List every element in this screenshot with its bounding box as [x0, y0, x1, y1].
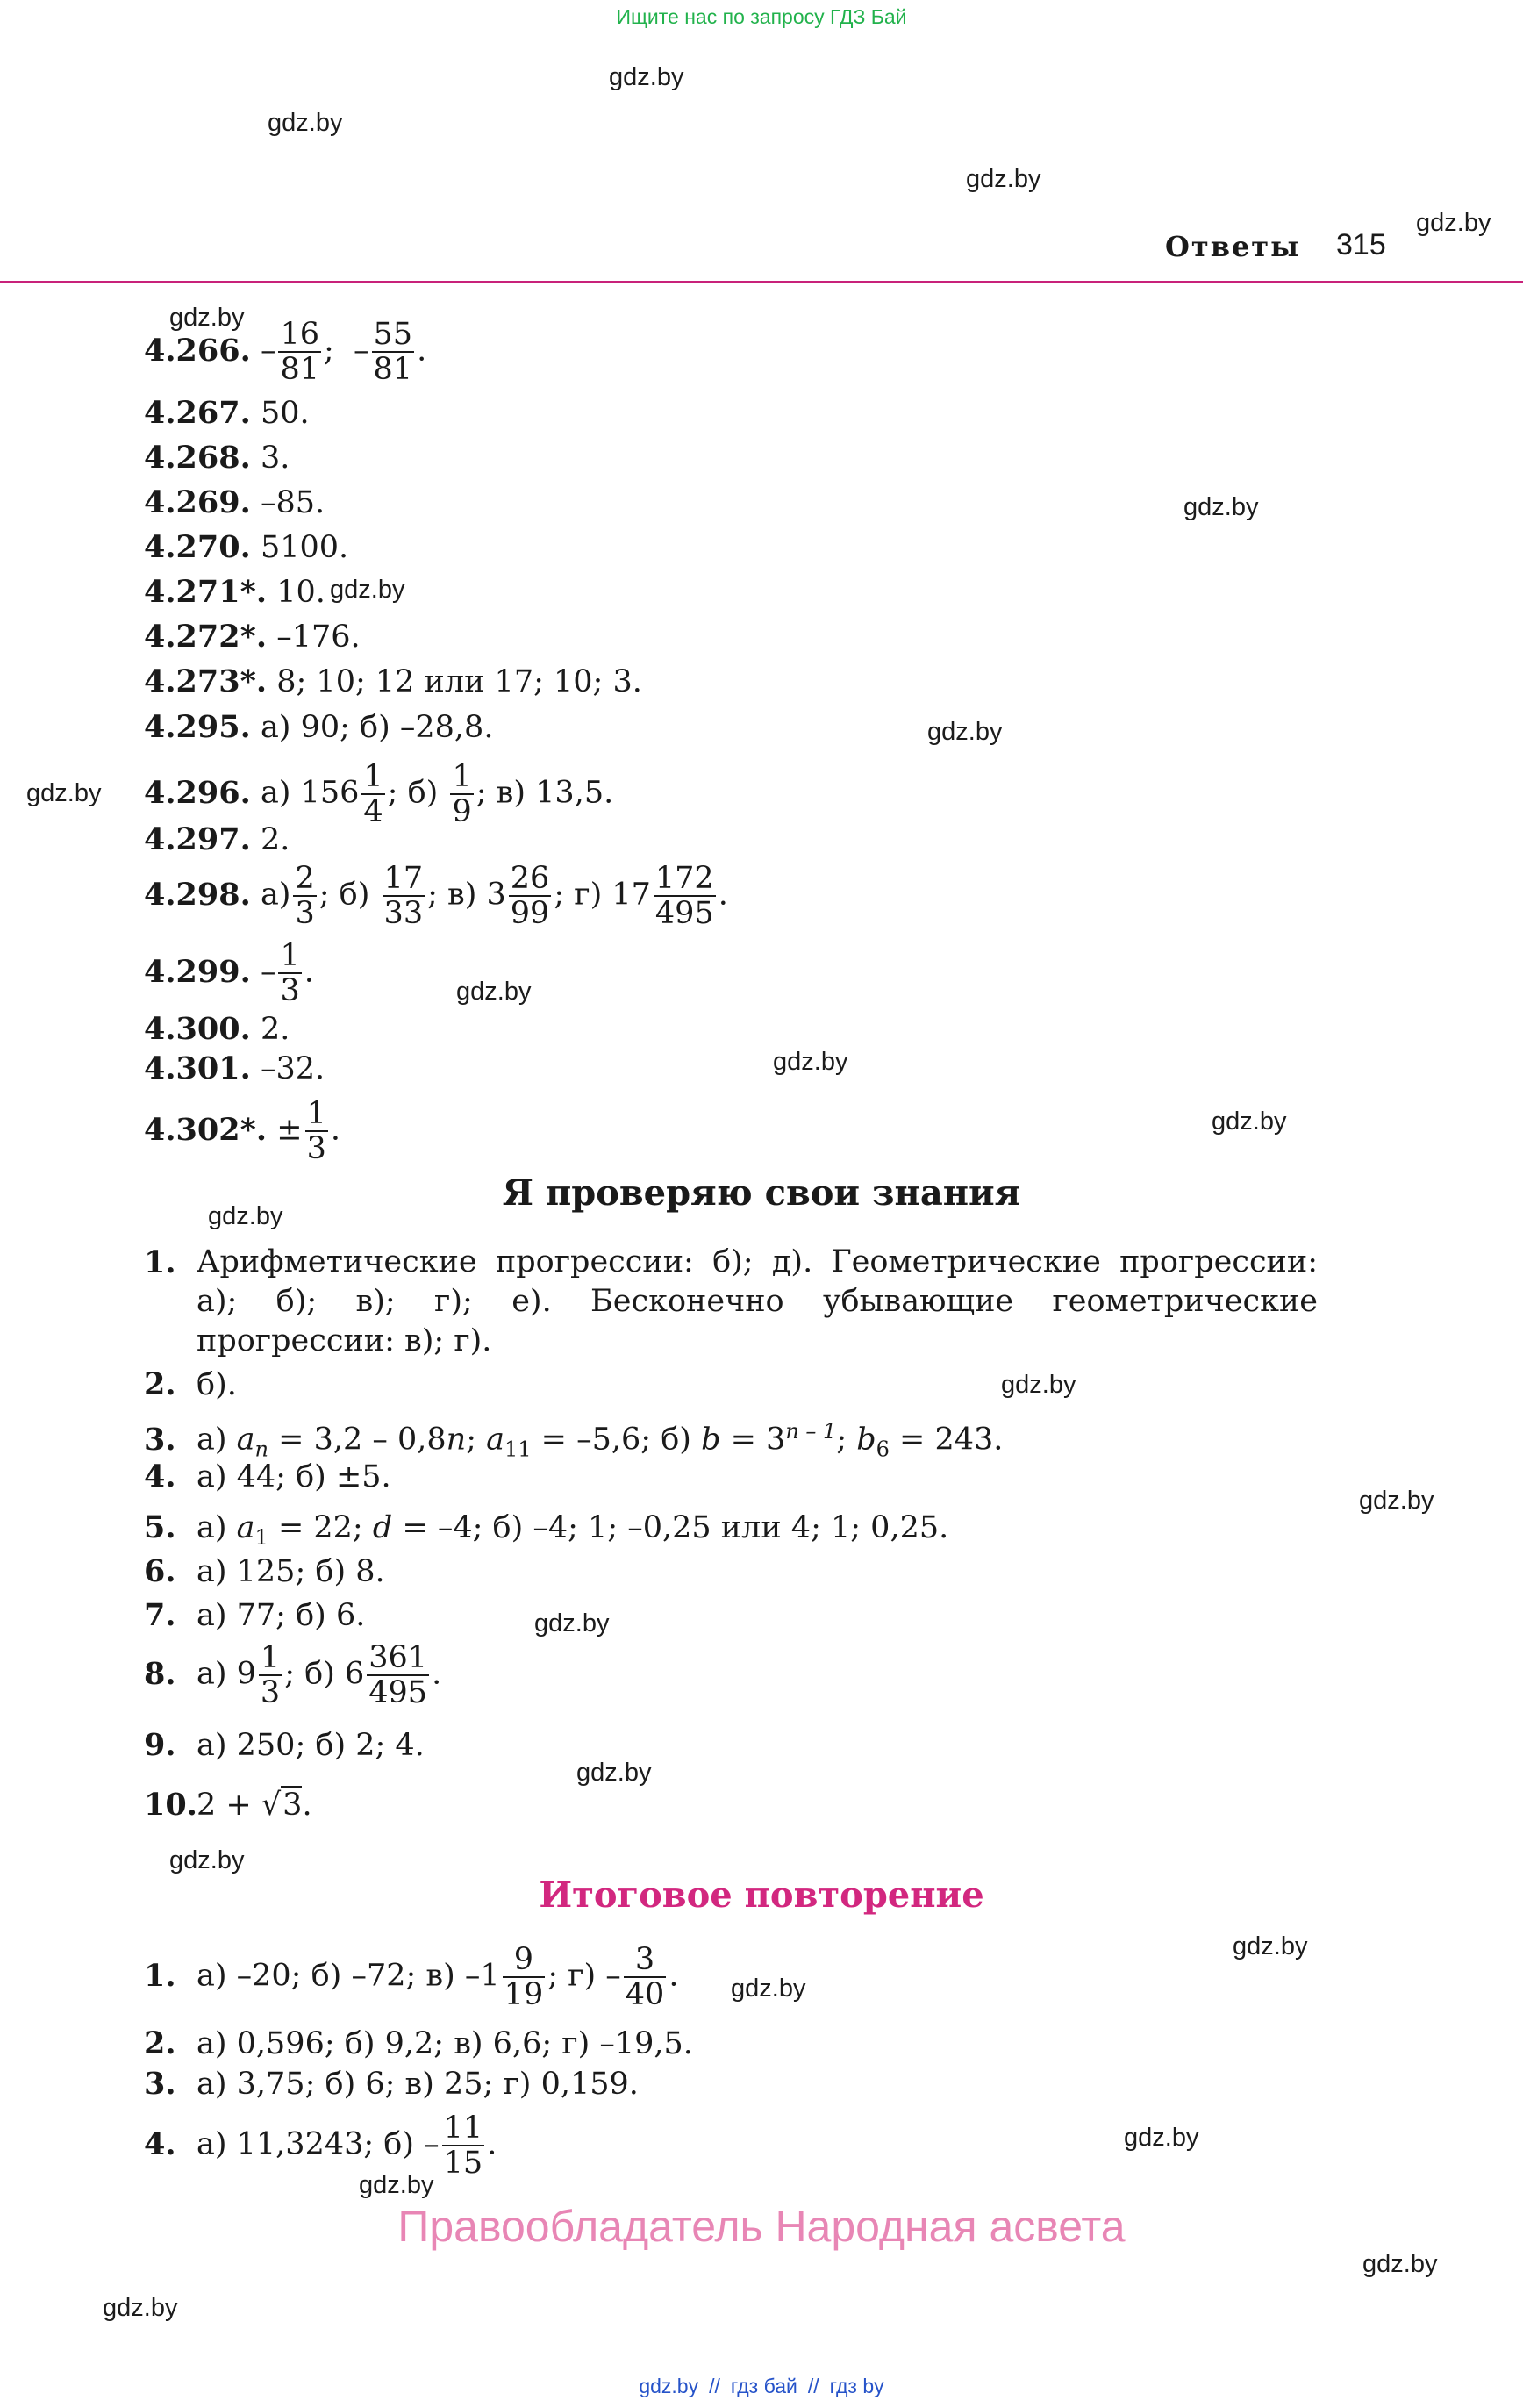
- answer-4-271: 4.271*. 10.: [144, 574, 325, 610]
- review-answer-2: 2. а) 0,596; б) 9,2; в) 6,6; г) –19,5.: [144, 2025, 693, 2061]
- bottom-link-gdz-by-cyr[interactable]: гдз by: [829, 2375, 884, 2397]
- watermark: gdz.by: [773, 1048, 848, 1076]
- watermark: gdz.by: [1362, 2250, 1438, 2278]
- watermark: gdz.by: [268, 109, 343, 137]
- watermark: gdz.by: [169, 1846, 245, 1874]
- answer-4-273: 4.273*. 8; 10; 12 или 17; 10; 3.: [144, 663, 642, 699]
- watermark: gdz.by: [927, 718, 1003, 746]
- watermark: gdz.by: [1183, 493, 1259, 521]
- answer-4-267: 4.267. 50.: [144, 395, 310, 431]
- watermark: gdz.by: [169, 304, 245, 332]
- knowledge-answer-8: 8. а) 9 $\frac{1}{3}$ ; б) 6 $\frac{361}{495}$ .: [144, 1640, 442, 1710]
- bottom-link-gdz-bai[interactable]: гдз бай: [730, 2375, 797, 2397]
- knowledge-answer-3: 3. а) $a_n = 3,2 - 0,8n$; $a_{11} = -5,6$; б) $b = 3^{n - 1}$; $b_6 = 243$.: [144, 1419, 1004, 1462]
- knowledge-answer-9: 9. а) 250; б) 2; 4.: [144, 1727, 425, 1763]
- answer-4-272: 4.272*. –176.: [144, 619, 361, 655]
- answer-4-296: 4.296. а) 156 $\frac{1}{4}$ ; б) $\frac{1}{9}$ ; в) 13,5.: [144, 759, 614, 829]
- watermark: gdz.by: [731, 1974, 806, 2003]
- bottom-links: [0, 2375, 1523, 2398]
- watermark: gdz.by: [1233, 1932, 1308, 1960]
- answer-4-295: 4.295. а) 90; б) –28,8.: [144, 709, 494, 745]
- watermark: gdz.by: [26, 779, 102, 807]
- watermark: gdz.by: [966, 165, 1041, 193]
- knowledge-answer-1: 1. Арифметические прогрессии: б); д). Геометрические прогрессии: а); б); в); г); е). Бесконечно убывающие геометрические прогрессии: в); г).: [144, 1244, 1318, 1358]
- watermark: gdz.by: [1124, 2124, 1199, 2152]
- knowledge-answer-6: 6. а) 125; б) 8.: [144, 1553, 385, 1589]
- knowledge-answer-10: 10.2 + √3.: [144, 1787, 312, 1823]
- watermark: gdz.by: [103, 2294, 178, 2322]
- section-title-final-review: Итоговое повторение: [539, 1874, 984, 1916]
- answer-4-302: 4.302*. ± $\frac{1}{3}$ .: [144, 1096, 340, 1166]
- knowledge-answer-5: 5. а) $a_1 = 22$; d = –4; б) –4; 1; –0,25 или 4; 1; 0,25.: [144, 1509, 949, 1550]
- answer-4-268: 4.268. 3.: [144, 440, 290, 476]
- copyright-owner: Правообладатель Народная асвета: [397, 2202, 1126, 2251]
- watermark: gdz.by: [330, 576, 405, 604]
- answer-4-266: 4.266. – $\frac{16}{81}$ ; – $\frac{55}{81}$ .: [144, 317, 427, 387]
- answer-4-297: 4.297. 2.: [144, 821, 290, 857]
- header-divider: [0, 281, 1523, 283]
- answer-4-301: 4.301. –32.: [144, 1050, 325, 1086]
- answer-4-270: 4.270. 5100.: [144, 529, 349, 565]
- watermark: gdz.by: [1001, 1371, 1076, 1399]
- watermark: gdz.by: [609, 63, 684, 91]
- watermark: gdz.by: [456, 978, 532, 1006]
- watermark: gdz.by: [359, 2171, 434, 2199]
- bottom-link-gdz-by[interactable]: gdz.by: [639, 2375, 699, 2397]
- review-answer-4: 4. а) 11,3243; б) – $\frac{11}{15}$ .: [144, 2111, 497, 2181]
- answer-4-298: 4.298. а) $\frac{2}{3}$ ; б) $\frac{17}{33}$ ; в) 3 $\frac{26}{99}$ ; г) 17 $\frac{172}{495}$ .: [144, 861, 728, 931]
- watermark: gdz.by: [576, 1759, 652, 1787]
- top-search-link[interactable]: Ищите нас по запросу ГДЗ Бай: [616, 5, 907, 28]
- header-title: Ответы: [1165, 230, 1301, 263]
- watermark: gdz.by: [534, 1609, 610, 1638]
- answer-4-299: 4.299. – $\frac{1}{3}$ .: [144, 938, 314, 1008]
- knowledge-answer-7: 7. а) 77; б) 6.: [144, 1597, 366, 1633]
- watermark: gdz.by: [1212, 1107, 1287, 1136]
- review-answer-1: 1. а) –20; б) –72; в) –1 $\frac{9}{19}$ ; г) – $\frac{3}{40}$ .: [144, 1942, 679, 2012]
- knowledge-answer-4: 4. а) 44; б) ±5.: [144, 1458, 391, 1494]
- watermark: gdz.by: [208, 1202, 283, 1230]
- separator: //: [709, 2375, 720, 2397]
- answer-4-300: 4.300. 2.: [144, 1011, 290, 1047]
- review-answer-3: 3. а) 3,75; б) 6; в) 25; г) 0,159.: [144, 2066, 639, 2102]
- knowledge-answer-2: 2. б).: [144, 1366, 237, 1402]
- section-title-knowledge-check: Я проверяю свои знания: [502, 1172, 1021, 1214]
- watermark: gdz.by: [1416, 209, 1491, 237]
- answer-4-269: 4.269. –85.: [144, 484, 325, 520]
- page-number: 315: [1336, 228, 1386, 262]
- separator: //: [807, 2375, 819, 2397]
- watermark: gdz.by: [1359, 1487, 1434, 1515]
